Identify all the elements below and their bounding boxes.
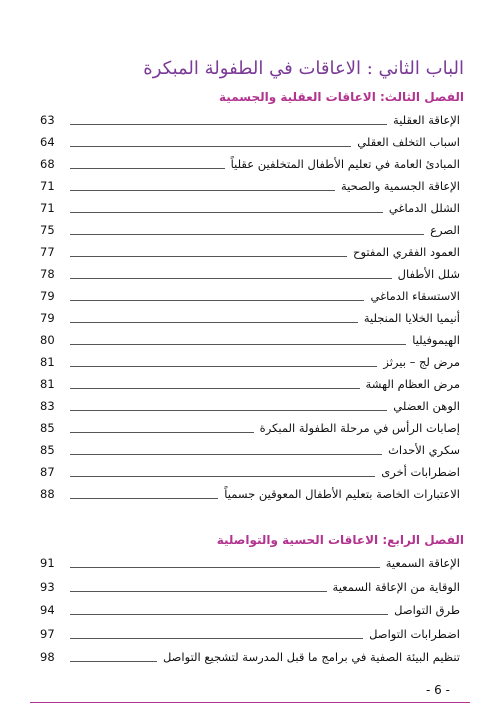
toc-entry-page: 85: [40, 443, 55, 457]
toc-entry[interactable]: [40, 242, 460, 260]
toc-entry-title: سكري الأحداث: [388, 443, 460, 457]
dot-leader: [70, 432, 254, 433]
toc-entry[interactable]: [40, 220, 460, 238]
toc-entry[interactable]: [40, 484, 460, 502]
dot-leader: [70, 212, 383, 213]
chapter-heading: الفصل الثالث: الاعاقات العقلية والجسمية: [219, 90, 464, 104]
toc-entry[interactable]: [40, 264, 460, 282]
toc-entry-title: الهيموفيليا: [412, 333, 460, 347]
toc-entry-title: إصابات الرأس في مرحلة الطفولة المبكرة: [259, 421, 460, 435]
toc-entry-page: 80: [40, 333, 55, 347]
toc-entry[interactable]: [40, 600, 460, 618]
dot-leader: [70, 366, 377, 367]
dot-leader: [70, 146, 351, 147]
toc-entry[interactable]: [40, 154, 460, 172]
toc-entry-page: 91: [40, 556, 55, 570]
toc-entry-page: 79: [40, 289, 55, 303]
dot-leader: [70, 591, 327, 592]
toc-entry[interactable]: [40, 396, 460, 414]
toc-entry[interactable]: [40, 374, 460, 392]
chapter-heading: الفصل الرابع: الاعاقات الحسية والتواصلية: [216, 533, 464, 547]
toc-entry-page: 71: [40, 179, 55, 193]
dot-leader: [70, 567, 380, 568]
toc-entry-page: 88: [40, 487, 55, 501]
toc-entry[interactable]: [40, 132, 460, 150]
dot-leader: [70, 498, 218, 499]
toc-entry[interactable]: [40, 647, 460, 665]
toc-entry-title: الإعاقة الجسمية والصحية: [340, 179, 460, 193]
toc-entry-page: 81: [40, 377, 55, 391]
dot-leader: [70, 638, 363, 639]
toc-entry-page: 64: [40, 135, 55, 149]
toc-entry-page: 93: [40, 579, 55, 594]
toc-entry-title: العمود الفقري المفتوح: [353, 245, 460, 259]
toc-entry-title: الإعاقة العقلية: [393, 113, 460, 127]
dot-leader: [70, 234, 424, 235]
toc-entry-title: الإعاقة السمعية: [385, 556, 460, 570]
dot-leader: [70, 388, 360, 389]
toc-entry-title: أنيميا الخلايا المنجلية: [363, 311, 460, 325]
toc-entry[interactable]: [40, 553, 460, 571]
toc-entry-page: 77: [40, 245, 55, 259]
page-number: - 6 -: [426, 683, 450, 697]
toc-entry-page: 63: [40, 113, 55, 127]
toc-entry-page: 79: [40, 311, 55, 325]
toc-entry[interactable]: [40, 418, 460, 436]
toc-entry-title: الوقاية من الإعاقة السمعية: [332, 579, 460, 594]
toc-entry[interactable]: [40, 624, 460, 642]
toc-entry-page: 83: [40, 399, 55, 413]
toc-entry-title: اسباب التخلف العقلي: [357, 135, 460, 149]
toc-entry-page: 71: [40, 201, 55, 215]
toc-entry-title: شلل الأطفال: [397, 267, 460, 281]
toc-entry-page: 98: [40, 650, 55, 664]
dot-leader: [70, 661, 157, 662]
toc-entry[interactable]: [40, 110, 460, 128]
dot-leader: [70, 476, 375, 477]
dot-leader: [70, 322, 358, 323]
dot-leader: [70, 344, 406, 345]
dot-leader: [70, 410, 387, 411]
dot-leader: [70, 300, 364, 301]
dot-leader: [70, 124, 387, 125]
toc-entry-title: الصرع: [430, 223, 460, 237]
footer-divider: [30, 702, 470, 703]
toc-entry-title: طرق التواصل: [394, 603, 460, 617]
dot-leader: [70, 278, 392, 279]
toc-entry[interactable]: [40, 440, 460, 458]
dot-leader: [70, 614, 388, 615]
toc-entry-title: مرض لج – بيرثز: [383, 355, 460, 369]
toc-entry[interactable]: [40, 462, 460, 480]
toc-entry[interactable]: [40, 352, 460, 370]
toc-entry-page: 81: [40, 355, 55, 369]
dot-leader: [70, 190, 335, 191]
toc-entry-title: مرض العظام الهشة: [365, 377, 460, 391]
toc-entry[interactable]: [40, 308, 460, 326]
toc-entry-title: الشلل الدماغي: [388, 201, 460, 215]
dot-leader: [70, 454, 382, 455]
toc-entry-title: اضطرابات التواصل: [369, 626, 460, 641]
toc-entry[interactable]: [40, 577, 460, 595]
dot-leader: [70, 256, 347, 257]
toc-entry-page: 68: [40, 157, 55, 171]
toc-entry-title: الوهن العضلي: [393, 399, 460, 413]
toc-entry-page: 78: [40, 267, 55, 281]
toc-entry-page: 75: [40, 223, 55, 237]
toc-entry-title: اضطرابات أخرى: [381, 465, 460, 479]
toc-entry[interactable]: [40, 198, 460, 216]
toc-entry-page: 97: [40, 626, 55, 641]
dot-leader: [70, 168, 225, 169]
toc-entry-page: 87: [40, 465, 55, 479]
toc-entry[interactable]: [40, 286, 460, 304]
toc-entry-title: المبادئ العامة في تعليم الأطفال المتخلفين عقلياً: [230, 157, 460, 171]
toc-entry-page: 94: [40, 603, 55, 617]
toc-entry[interactable]: [40, 176, 460, 194]
toc-entry-title: تنظيم البيئة الصفية في برامج ما قبل المدرسة لتشجيع التواصل: [162, 650, 460, 664]
toc-entry-title: الاستسقاء الدماغي: [370, 289, 460, 303]
toc-entry-page: 85: [40, 421, 55, 435]
toc-entry-title: الاعتبارات الخاصة بتعليم الأطفال المعوقين جسمياً: [224, 487, 460, 501]
part-title: الباب الثاني : الاعاقات في الطفولة المبكرة: [143, 58, 464, 79]
toc-entry[interactable]: [40, 330, 460, 348]
